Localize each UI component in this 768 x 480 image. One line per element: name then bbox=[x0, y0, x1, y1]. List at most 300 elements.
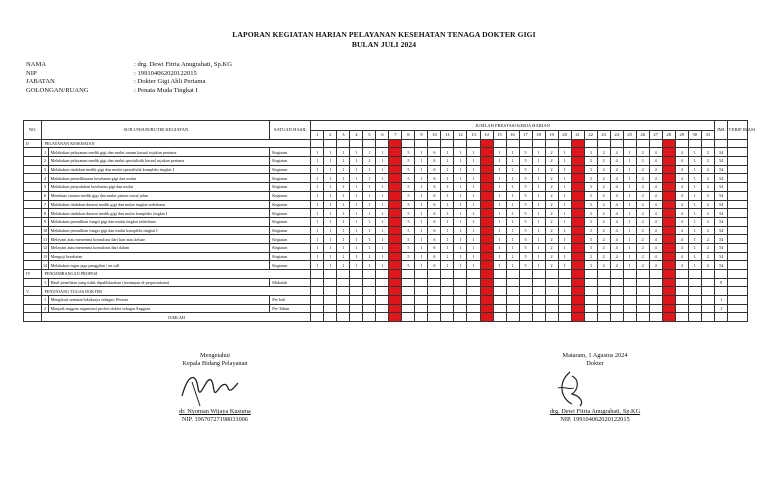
day-value-cell: 1 bbox=[623, 209, 636, 218]
row-number: 13 bbox=[42, 253, 48, 259]
day-value-cell bbox=[493, 304, 506, 313]
table-row bbox=[24, 252, 748, 261]
day-value-cell bbox=[480, 157, 493, 166]
day-value-cell: 4 bbox=[610, 261, 623, 270]
day-value-cell: 1 bbox=[441, 217, 454, 226]
verif-cell bbox=[728, 270, 748, 279]
day-value-cell: 1 bbox=[324, 174, 337, 183]
row-total: 54 bbox=[715, 200, 728, 209]
day-value-cell: 4 bbox=[610, 226, 623, 235]
day-value-cell: 1 bbox=[688, 157, 701, 166]
day-cell bbox=[636, 270, 649, 279]
day-value-cell: 1 bbox=[493, 200, 506, 209]
day-value-cell: 1 bbox=[558, 217, 571, 226]
day-value-cell: 1 bbox=[415, 157, 428, 166]
day-cell bbox=[337, 313, 350, 322]
row-activity: Melakukan pelayanan medik gigi dan mulut spesialistik kasual rujukan pertama bbox=[48, 157, 270, 166]
row-verif bbox=[728, 217, 748, 226]
day-value-cell bbox=[571, 296, 584, 305]
row-unit: Kegiatan bbox=[270, 235, 311, 244]
day-value-cell bbox=[571, 183, 584, 192]
day-value-cell: 4 bbox=[675, 165, 688, 174]
day-value-cell: 1 bbox=[376, 226, 389, 235]
signature-scribble-left bbox=[178, 366, 248, 408]
day-value-cell: 1 bbox=[363, 200, 376, 209]
row-spacer-cell bbox=[24, 209, 42, 218]
row-number: 1 bbox=[42, 148, 48, 157]
day-value-cell: 2 bbox=[701, 165, 714, 174]
day-value-cell: 1 bbox=[688, 209, 701, 218]
day-value-cell bbox=[389, 165, 402, 174]
day-value-cell: 1 bbox=[376, 148, 389, 157]
day-cell bbox=[467, 313, 480, 322]
day-value-cell bbox=[649, 296, 662, 305]
table-row bbox=[24, 226, 748, 235]
row-verif bbox=[728, 174, 748, 183]
signature-right bbox=[520, 352, 670, 423]
day-value-cell: 4 bbox=[649, 157, 662, 166]
row-spacer-cell bbox=[24, 148, 42, 157]
day-value-cell bbox=[571, 209, 584, 218]
day-value-cell: 1 bbox=[623, 174, 636, 183]
day-cell bbox=[545, 287, 558, 296]
day-value-cell: 1 bbox=[441, 165, 454, 174]
day-value-cell: 2 bbox=[636, 252, 649, 261]
day-value-cell bbox=[662, 304, 675, 313]
day-value-cell: 4 bbox=[649, 174, 662, 183]
day-value-cell bbox=[506, 296, 519, 305]
day-cell bbox=[662, 270, 675, 279]
signature-left bbox=[140, 352, 290, 423]
day-value-cell: 1 bbox=[363, 226, 376, 235]
day-value-cell: 1 bbox=[506, 200, 519, 209]
day-cell bbox=[428, 139, 441, 148]
day-value-cell: 1 bbox=[337, 261, 350, 270]
day-value-cell: 6 bbox=[428, 148, 441, 157]
day-cell bbox=[493, 287, 506, 296]
day-value-cell: 1 bbox=[376, 235, 389, 244]
table-row bbox=[24, 157, 748, 166]
day-value-cell bbox=[337, 296, 350, 305]
day-value-cell bbox=[389, 226, 402, 235]
day-value-cell: 2 bbox=[545, 200, 558, 209]
section-number: II bbox=[24, 139, 42, 148]
day-value-cell: 1 bbox=[532, 157, 545, 166]
day-value-cell: 1 bbox=[376, 209, 389, 218]
day-value-cell bbox=[480, 304, 493, 313]
day-value-cell: 2 bbox=[701, 252, 714, 261]
day-cell bbox=[688, 313, 701, 322]
day-value-cell: 1 bbox=[441, 174, 454, 183]
day-value-cell: 1 bbox=[350, 243, 363, 252]
row-activity: Melayani atau menerima konsultasi dari dalam bbox=[48, 243, 270, 252]
day-value-cell bbox=[532, 278, 545, 287]
day-value-cell: 1 bbox=[324, 200, 337, 209]
day-value-cell bbox=[662, 148, 675, 157]
day-cell bbox=[623, 139, 636, 148]
day-value-cell: 1 bbox=[324, 148, 337, 157]
day-value-cell bbox=[493, 278, 506, 287]
day-cell bbox=[350, 270, 363, 279]
day-value-cell: 1 bbox=[311, 252, 324, 261]
day-value-cell bbox=[636, 304, 649, 313]
day-value-cell: 1 bbox=[441, 252, 454, 261]
day-value-cell bbox=[389, 261, 402, 270]
day-value-cell: 1 bbox=[506, 252, 519, 261]
day-value-cell: 2 bbox=[545, 209, 558, 218]
day-value-cell: 1 bbox=[467, 183, 480, 192]
table-row bbox=[24, 200, 748, 209]
day-cell bbox=[350, 139, 363, 148]
day-value-cell bbox=[389, 209, 402, 218]
day-value-cell: 3 bbox=[584, 148, 597, 157]
day-value-cell: 1 bbox=[467, 174, 480, 183]
day-number-header: 7 bbox=[389, 131, 402, 140]
day-value-cell: 4 bbox=[610, 252, 623, 261]
day-value-cell bbox=[389, 217, 402, 226]
day-value-cell: 5 bbox=[519, 226, 532, 235]
day-number-header: 16 bbox=[506, 131, 519, 140]
day-value-cell: 1 bbox=[454, 217, 467, 226]
day-cell bbox=[389, 287, 402, 296]
day-cell bbox=[506, 287, 519, 296]
row-total: 54 bbox=[715, 226, 728, 235]
day-value-cell: 2 bbox=[636, 243, 649, 252]
day-value-cell bbox=[662, 217, 675, 226]
day-value-cell: 1 bbox=[454, 148, 467, 157]
day-value-cell: 1 bbox=[363, 217, 376, 226]
day-number-header: 17 bbox=[519, 131, 532, 140]
day-value-cell: 1 bbox=[558, 209, 571, 218]
sum-label: JUMLAH bbox=[42, 313, 311, 322]
day-value-cell: 1 bbox=[324, 226, 337, 235]
day-value-cell: 1 bbox=[493, 261, 506, 270]
day-value-cell bbox=[571, 278, 584, 287]
row-unit: Kegiatan bbox=[270, 183, 311, 192]
day-value-cell: 2 bbox=[597, 261, 610, 270]
day-value-cell: 1 bbox=[415, 209, 428, 218]
day-value-cell: 6 bbox=[428, 235, 441, 244]
day-value-cell bbox=[532, 304, 545, 313]
day-value-cell: 1 bbox=[376, 157, 389, 166]
day-cell bbox=[454, 270, 467, 279]
day-cell bbox=[532, 270, 545, 279]
row-number: 14 bbox=[42, 262, 48, 268]
day-value-cell: 2 bbox=[597, 148, 610, 157]
day-value-cell bbox=[571, 226, 584, 235]
row-spacer-cell bbox=[24, 304, 42, 313]
identity-value: : Penata Muda Tingkat I bbox=[134, 86, 198, 94]
day-number-header: 2 bbox=[324, 131, 337, 140]
day-value-cell: 5 bbox=[402, 191, 415, 200]
day-value-cell: 1 bbox=[441, 148, 454, 157]
row-verif bbox=[728, 200, 748, 209]
day-value-cell: 2 bbox=[597, 226, 610, 235]
day-value-cell bbox=[337, 304, 350, 313]
day-cell bbox=[584, 287, 597, 296]
day-cell bbox=[402, 287, 415, 296]
day-value-cell bbox=[480, 243, 493, 252]
day-value-cell: 5 bbox=[519, 200, 532, 209]
row-unit: Kegiatan bbox=[270, 261, 311, 270]
row-activity: Menguji kesehatan bbox=[48, 252, 270, 261]
day-value-cell: 6 bbox=[428, 157, 441, 166]
day-value-cell bbox=[389, 252, 402, 261]
day-value-cell: 1 bbox=[350, 200, 363, 209]
day-value-cell: 6 bbox=[428, 191, 441, 200]
day-value-cell: 6 bbox=[428, 261, 441, 270]
day-value-cell bbox=[389, 148, 402, 157]
day-value-cell: 5 bbox=[519, 209, 532, 218]
day-value-cell: 1 bbox=[467, 148, 480, 157]
day-value-cell: 2 bbox=[545, 183, 558, 192]
day-value-cell bbox=[415, 304, 428, 313]
day-value-cell: 2 bbox=[545, 252, 558, 261]
day-value-cell: 1 bbox=[558, 200, 571, 209]
day-cell bbox=[532, 139, 545, 148]
identity-key: JABATAN bbox=[26, 78, 55, 86]
row-unit: Kegiatan bbox=[270, 243, 311, 252]
day-value-cell: 1 bbox=[688, 183, 701, 192]
day-value-cell: 1 bbox=[493, 174, 506, 183]
day-value-cell bbox=[454, 278, 467, 287]
day-value-cell: 2 bbox=[701, 200, 714, 209]
day-value-cell: 1 bbox=[324, 209, 337, 218]
day-cell bbox=[701, 139, 714, 148]
day-value-cell: 1 bbox=[454, 174, 467, 183]
day-value-cell: 1 bbox=[623, 157, 636, 166]
day-value-cell: 4 bbox=[675, 235, 688, 244]
day-number-header: 25 bbox=[623, 131, 636, 140]
row-total: 54 bbox=[715, 157, 728, 166]
day-cell bbox=[558, 139, 571, 148]
day-value-cell: 5 bbox=[519, 217, 532, 226]
day-cell bbox=[415, 313, 428, 322]
day-value-cell: 1 bbox=[558, 252, 571, 261]
day-value-cell: 1 bbox=[350, 183, 363, 192]
day-value-cell bbox=[454, 304, 467, 313]
row-unit: Kegiatan bbox=[270, 165, 311, 174]
day-value-cell: 1 bbox=[311, 157, 324, 166]
total-cell bbox=[715, 313, 728, 322]
row-spacer-cell bbox=[24, 157, 42, 166]
day-value-cell bbox=[701, 296, 714, 305]
row-activity: Melakukan pemulihan fungsi gigi dan mulut kompleks tingkat I bbox=[48, 226, 270, 235]
day-value-cell: 1 bbox=[454, 200, 467, 209]
day-cell bbox=[441, 313, 454, 322]
day-value-cell: 1 bbox=[376, 252, 389, 261]
day-value-cell: 1 bbox=[415, 165, 428, 174]
report-title: LAPORAN KEGIATAN HARIAN PELAYANAN KESEHATAN TENAGA DOKTER GIGI bbox=[232, 30, 536, 39]
day-value-cell bbox=[662, 252, 675, 261]
row-verif bbox=[728, 148, 748, 157]
row-total: 54 bbox=[715, 252, 728, 261]
day-cell bbox=[493, 313, 506, 322]
section-row bbox=[24, 287, 748, 296]
day-value-cell: 1 bbox=[454, 165, 467, 174]
day-value-cell: 4 bbox=[610, 235, 623, 244]
day-cell bbox=[610, 313, 623, 322]
row-verif bbox=[728, 304, 748, 313]
day-value-cell: 1 bbox=[506, 235, 519, 244]
row-activity: Melakukan pemulihan fungsi gigi dan mulut tingkat sederhana bbox=[48, 217, 270, 226]
identity-value: : drg. Dewi Fitria Anugrahati, Sp.KG bbox=[134, 61, 233, 68]
day-value-cell: 5 bbox=[402, 157, 415, 166]
day-value-cell bbox=[623, 304, 636, 313]
day-cell bbox=[701, 287, 714, 296]
day-cell bbox=[662, 139, 675, 148]
row-unit: Kegiatan bbox=[270, 157, 311, 166]
day-number-header: 11 bbox=[441, 131, 454, 140]
day-value-cell bbox=[467, 304, 480, 313]
day-cell bbox=[376, 313, 389, 322]
day-value-cell: 2 bbox=[597, 252, 610, 261]
day-value-cell: 4 bbox=[610, 217, 623, 226]
day-value-cell: 4 bbox=[675, 174, 688, 183]
day-number-header: 31 bbox=[701, 131, 714, 140]
day-value-cell: 1 bbox=[441, 235, 454, 244]
day-value-cell: 1 bbox=[376, 191, 389, 200]
day-value-cell: 1 bbox=[363, 148, 376, 157]
day-value-cell bbox=[688, 296, 701, 305]
day-value-cell: 1 bbox=[311, 226, 324, 235]
day-number-header: 4 bbox=[350, 131, 363, 140]
day-number-header: 23 bbox=[597, 131, 610, 140]
day-value-cell: 1 bbox=[532, 183, 545, 192]
day-cell bbox=[324, 313, 337, 322]
day-value-cell: 1 bbox=[324, 191, 337, 200]
day-value-cell: 2 bbox=[701, 261, 714, 270]
day-value-cell: 1 bbox=[467, 252, 480, 261]
day-value-cell bbox=[636, 296, 649, 305]
day-value-cell: 1 bbox=[688, 226, 701, 235]
day-cell bbox=[506, 313, 519, 322]
day-value-cell: 1 bbox=[558, 226, 571, 235]
day-value-cell: 1 bbox=[493, 165, 506, 174]
day-value-cell bbox=[467, 296, 480, 305]
day-cell bbox=[532, 287, 545, 296]
day-value-cell: 1 bbox=[441, 226, 454, 235]
day-value-cell: 5 bbox=[402, 209, 415, 218]
day-cell bbox=[662, 287, 675, 296]
day-cell bbox=[415, 287, 428, 296]
day-value-cell: 4 bbox=[610, 165, 623, 174]
day-value-cell: 1 bbox=[363, 261, 376, 270]
day-cell bbox=[337, 287, 350, 296]
day-value-cell: 2 bbox=[545, 165, 558, 174]
day-cell bbox=[467, 139, 480, 148]
day-value-cell bbox=[519, 296, 532, 305]
day-value-cell: 1 bbox=[350, 174, 363, 183]
day-cell bbox=[636, 287, 649, 296]
day-value-cell: 4 bbox=[675, 252, 688, 261]
day-value-cell: 5 bbox=[519, 261, 532, 270]
row-number: 3 bbox=[42, 165, 48, 174]
total-cell bbox=[715, 287, 728, 296]
day-value-cell: 4 bbox=[675, 226, 688, 235]
day-value-cell bbox=[376, 296, 389, 305]
day-value-cell: 5 bbox=[402, 165, 415, 174]
day-cell bbox=[610, 287, 623, 296]
day-value-cell: 1 bbox=[350, 252, 363, 261]
day-value-cell bbox=[571, 191, 584, 200]
day-value-cell: 5 bbox=[519, 243, 532, 252]
day-cell bbox=[571, 270, 584, 279]
day-value-cell bbox=[571, 304, 584, 313]
row-verif bbox=[728, 278, 748, 287]
day-value-cell: 3 bbox=[584, 157, 597, 166]
day-value-cell bbox=[662, 226, 675, 235]
day-value-cell: 1 bbox=[337, 191, 350, 200]
day-value-cell: 4 bbox=[649, 252, 662, 261]
day-value-cell: 6 bbox=[428, 243, 441, 252]
day-value-cell: 2 bbox=[597, 217, 610, 226]
day-number-header: 18 bbox=[532, 131, 545, 140]
row-verif bbox=[728, 252, 748, 261]
day-value-cell bbox=[454, 296, 467, 305]
day-value-cell: 2 bbox=[545, 226, 558, 235]
day-value-cell: 5 bbox=[519, 235, 532, 244]
day-number-header: 6 bbox=[376, 131, 389, 140]
day-value-cell: 1 bbox=[454, 261, 467, 270]
day-cell bbox=[610, 270, 623, 279]
day-value-cell: 2 bbox=[545, 148, 558, 157]
day-value-cell bbox=[571, 165, 584, 174]
day-value-cell: 1 bbox=[441, 183, 454, 192]
day-cell bbox=[350, 287, 363, 296]
day-value-cell: 3 bbox=[584, 226, 597, 235]
day-cell bbox=[402, 139, 415, 148]
day-value-cell: 1 bbox=[493, 243, 506, 252]
identity-value: : Dokter Gigi Ahli Pertama bbox=[134, 78, 206, 86]
row-total: 1 bbox=[715, 296, 728, 305]
day-value-cell bbox=[662, 278, 675, 287]
day-cell bbox=[688, 139, 701, 148]
day-value-cell: 1 bbox=[350, 235, 363, 244]
day-value-cell bbox=[623, 296, 636, 305]
row-spacer-cell bbox=[24, 191, 42, 200]
day-value-cell: 5 bbox=[519, 148, 532, 157]
day-value-cell bbox=[324, 296, 337, 305]
day-value-cell: 4 bbox=[610, 200, 623, 209]
day-value-cell: 1 bbox=[467, 209, 480, 218]
day-cell bbox=[558, 313, 571, 322]
day-value-cell bbox=[662, 157, 675, 166]
day-value-cell: 3 bbox=[584, 209, 597, 218]
day-value-cell: 1 bbox=[506, 183, 519, 192]
day-value-cell: 1 bbox=[376, 243, 389, 252]
day-number-header: 22 bbox=[584, 131, 597, 140]
day-value-cell: 4 bbox=[610, 209, 623, 218]
day-value-cell: 4 bbox=[649, 235, 662, 244]
day-value-cell: 1 bbox=[688, 243, 701, 252]
day-cell bbox=[337, 270, 350, 279]
day-value-cell: 1 bbox=[532, 165, 545, 174]
day-cell bbox=[311, 313, 324, 322]
day-cell bbox=[350, 313, 363, 322]
day-number-header: 30 bbox=[688, 131, 701, 140]
day-value-cell bbox=[545, 278, 558, 287]
day-value-cell: 1 bbox=[558, 148, 571, 157]
day-value-cell: 2 bbox=[636, 235, 649, 244]
identity-row bbox=[26, 61, 232, 70]
day-value-cell: 1 bbox=[454, 252, 467, 261]
day-cell bbox=[649, 139, 662, 148]
row-number: 2 bbox=[42, 157, 48, 166]
day-value-cell: 1 bbox=[363, 174, 376, 183]
row-number: 5 bbox=[42, 183, 48, 192]
day-value-cell bbox=[467, 278, 480, 287]
